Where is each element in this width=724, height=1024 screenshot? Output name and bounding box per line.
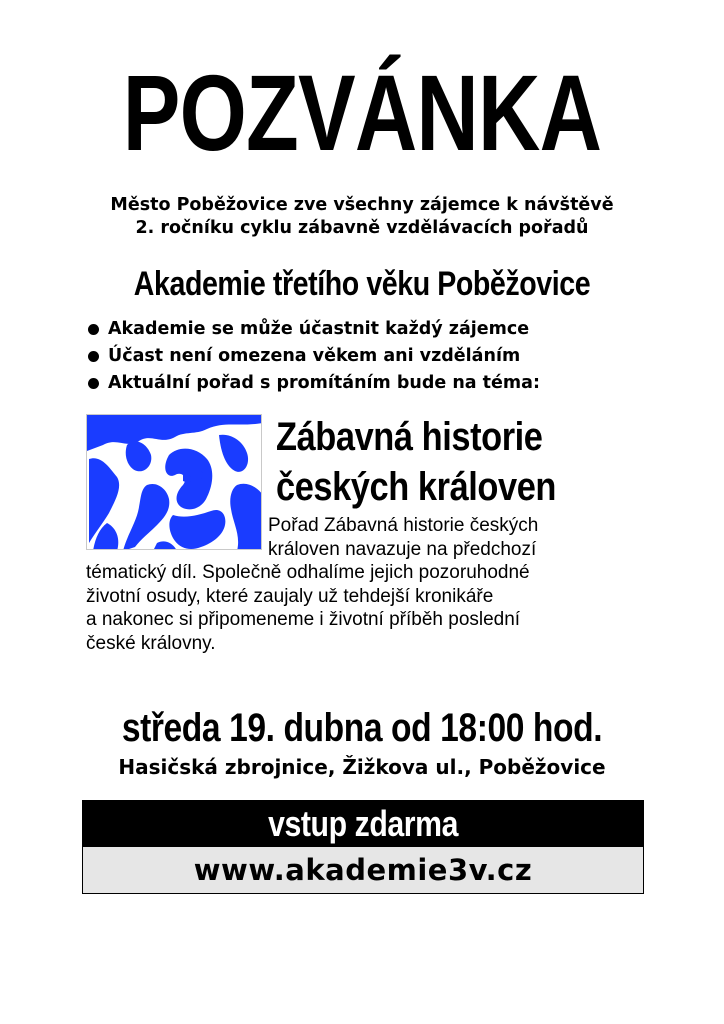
description-line: a nakonec si připomeneme i životní příběh poslední [86, 609, 521, 630]
intro-line-2: 2. ročníku cyklu zábavně vzdělávacích pořadů [135, 218, 589, 238]
description-line: české královny. [86, 632, 216, 654]
event-venue: Hasičská zbrojnice, Žižkova ul., Poběžovice [118, 755, 606, 779]
description-line: životní osudy, které zaujaly už tehdejší kronikáře [86, 585, 494, 607]
admission-label: vstup zdarma [268, 803, 458, 844]
bullet-item: Akademie se může účastnit každý zájemce [88, 316, 540, 343]
intro-line-1: Město Poběžovice zve všechny zájemce k návštěvě [110, 195, 614, 215]
admission-box [82, 800, 644, 894]
invitation-title: POZVÁNKA [122, 52, 602, 173]
series-name: Akademie třetího věku Poběžovice [133, 265, 591, 303]
description-line: Pořad Zábavná historie českých [268, 515, 539, 536]
program-description [86, 514, 566, 655]
program-topic [276, 412, 556, 512]
description-line: tématický díl. Společně odhalíme jejich pozoruhodné [86, 562, 530, 583]
topic-line-1: Zábavná historie [276, 415, 543, 459]
bullet-dot-icon [88, 351, 99, 362]
admission-banner [83, 801, 643, 847]
bullet-item: Aktuální pořad s promítáním bude na téma: [88, 370, 540, 397]
intro-text [0, 194, 724, 240]
website-link[interactable]: www.akademie3v.cz [83, 847, 643, 893]
description-line: královen navazuje na předchozí [268, 538, 537, 560]
bullet-dot-icon [88, 378, 99, 389]
info-bullet-list [88, 316, 540, 397]
bullet-item: Účast není omezena věkem ani vzděláním [88, 343, 540, 370]
bullet-dot-icon [88, 324, 99, 335]
topic-line-2: českých královen [276, 465, 556, 509]
event-date: středa 19. dubna od 18:00 hod. [121, 706, 603, 750]
